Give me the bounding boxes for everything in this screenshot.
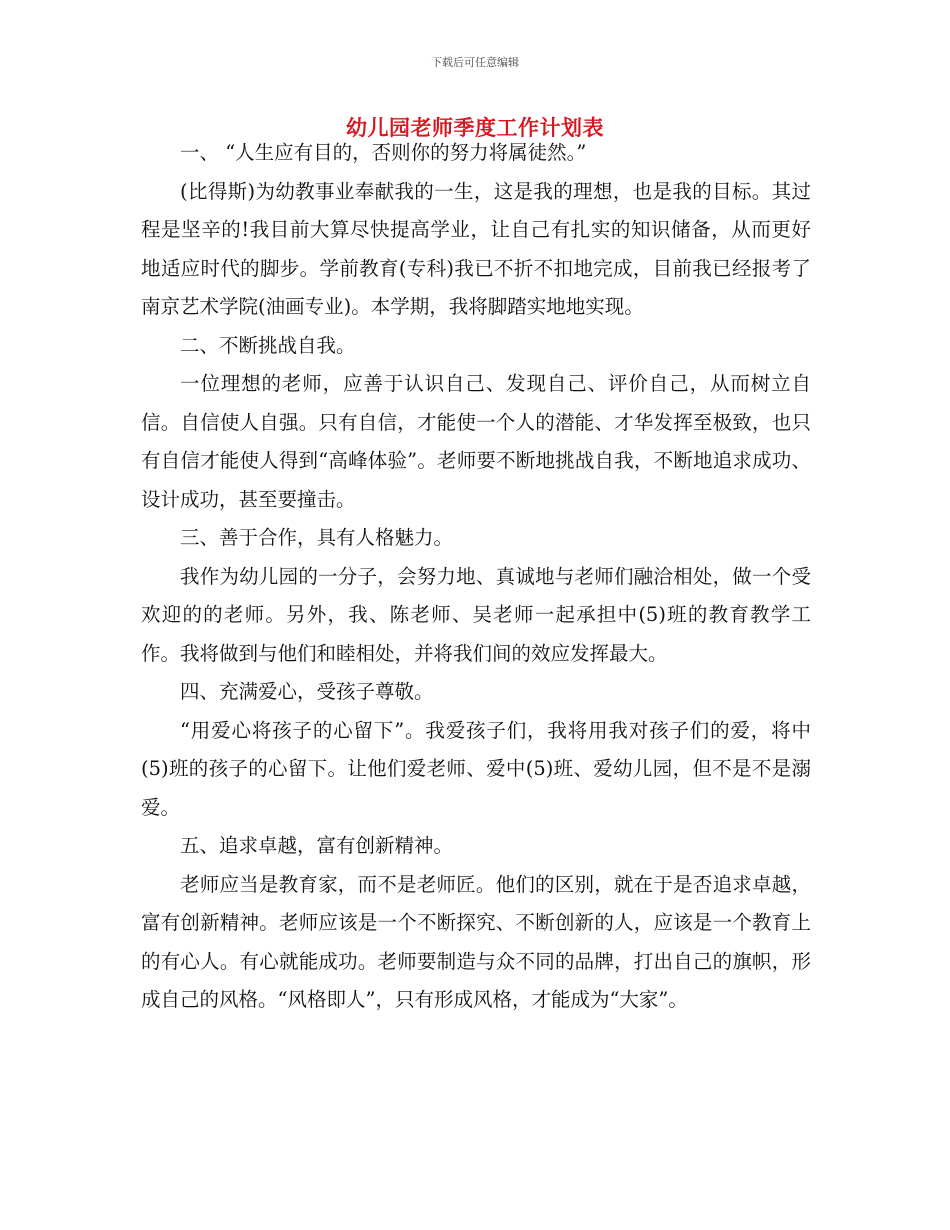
paragraph-section-4-heading: 四、充满爱心，受孩子尊敬。 <box>180 680 434 703</box>
paragraph-section-1-heading: 一、 “人生应有目的，否则你的努力将属徒然。” <box>180 141 587 164</box>
paragraph-section-2-heading: 二、不断挑战自我。 <box>180 333 356 357</box>
document-body <box>141 134 811 1020</box>
paragraph-section-3-body: 我作为幼儿园的一分子，会努力地、真诚地与老师们融洽相处，做一个受欢迎的的老师。另外，我、陈老师、吴老师一起承担中(5)班的教育教学工作。我将做到与他们和睦相处，并将我们间的效应发挥最大。 <box>141 564 811 665</box>
paragraph-section-5-body: 老师应当是教育家，而不是老师匠。他们的区别，就在于是否追求卓越，富有创新精神。老师应该是一个不断探究、不断创新的人，应该是一个教育上的有心人。有心就能成功。老师要制造与众不同的品牌，打出自己的旗帜，形成自己的风格。“风格即人”，只有形成风格，才能成为“大家”。 <box>141 872 811 1011</box>
paragraph-section-1-body: (比得斯)为幼教事业奉献我的一生，这是我的理想，也是我的目标。其过程是坚辛的!我目前大算尽快提高学业，让自己有扎实的知识储备，从而更好地适应时代的脚步。学前教育(专科)我已不折不扣地完成，目前我已经报考了南京艺术学院(油画专业)。本学期，我将脚踏实地地实现。 <box>141 179 811 318</box>
document-title: 幼儿园老师季度工作计划表 <box>346 116 604 140</box>
header-note: 下载后可任意编辑 <box>431 56 519 69</box>
paragraph-section-4-body: “用爱心将孩子的心留下”。我爱孩子们，我将用我对孩子们的爱，将中(5)班的孩子的心留下。让他们爱老师、爱中(5)班、爱幼儿园，但不是不是溺爱。 <box>141 718 811 819</box>
paragraph-section-2-body: 一位理想的老师，应善于认识自己、发现自己、评价自己，从而树立自信。自信使人自强。只有自信，才能使一个人的潜能、才华发挥至极致，也只有自信才能使人得到“高峰体验”。老师要不断地挑战自我，不断地追求成功、设计成功，甚至要撞击。 <box>141 372 811 511</box>
paragraph-section-5-heading: 五、追求卓越，富有创新精神。 <box>180 834 454 857</box>
paragraph-section-3-heading: 三、善于合作，具有人格魅力。 <box>180 526 454 549</box>
